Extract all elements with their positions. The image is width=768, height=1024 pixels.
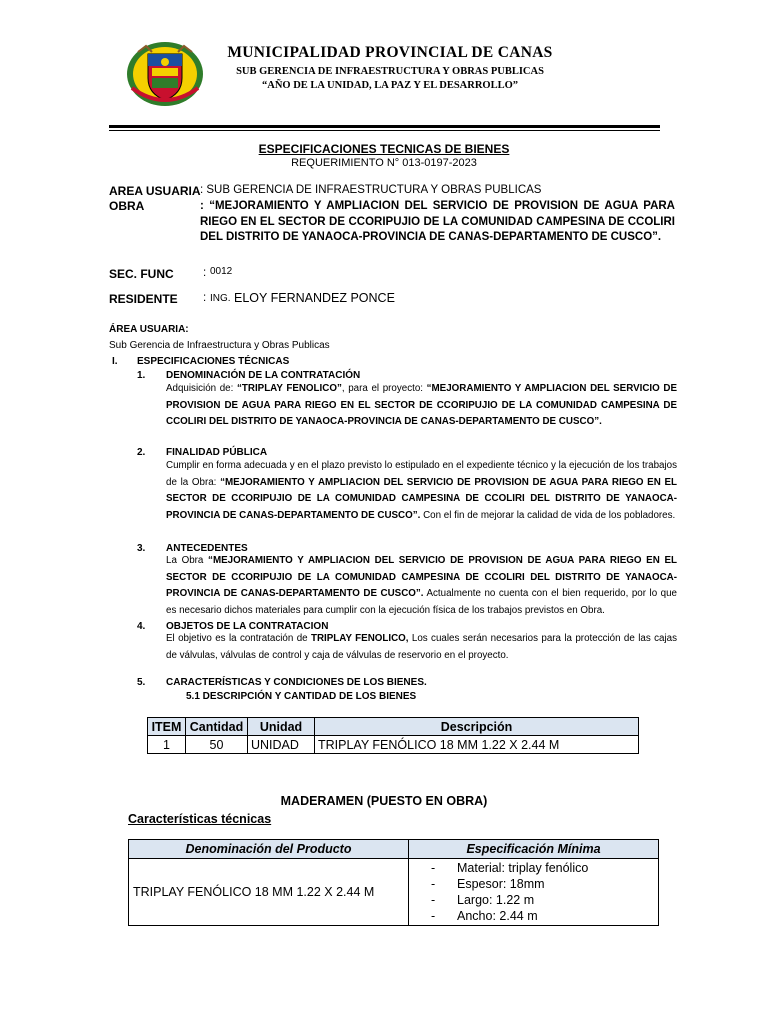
item-2-number: 2.: [137, 447, 146, 458]
item-2-title: FINALIDAD PÚBLICA: [166, 447, 268, 458]
sec-func-label: SEC. FUNC: [109, 267, 174, 281]
item-1-title: DENOMINACIÓN DE LA CONTRATACIÓN: [166, 370, 361, 381]
residente-name: ELOY FERNANDEZ PONCE: [234, 291, 395, 305]
col-cantidad-header: Cantidad: [186, 718, 248, 736]
sub-management-title: SUB GERENCIA DE INFRAESTRUCTURA Y OBRAS PUBLICAS: [236, 66, 544, 77]
item-3-number: 3.: [137, 543, 146, 554]
list-item: - Largo: 1.22 m: [431, 893, 535, 907]
year-motto: “AÑO DE LA UNIDAD, LA PAZ Y EL DESARROLLO”: [261, 80, 519, 91]
item-4-paragraph: El objetivo es la contratación de TRIPLAY FENOLICO, Los cuales serán necesarios para la protección de las cajas de válvulas, válvulas de control y caja de válvulas de reservorio en el proyecto.: [166, 633, 677, 661]
obra-value: : “MEJORAMIENTO Y AMPLIACION DEL SERVICIO DE PROVISION DE AGUA PARA RIEGO EN EL SECTOR DE CCORIPUJIO DE LA COMUNIDAD CAMPESINA DE CCOLIRI DEL DISTRITO DE YANAOCA-PROVINCIA DE CANAS-DEPARTAMENTO DE CUSCO”.: [200, 200, 675, 243]
spec-list: [409, 859, 658, 925]
sec-func-value: 0012: [210, 266, 233, 277]
residente-label: RESIDENTE: [109, 292, 178, 306]
requirement-number: REQUERIMIENTO N° 013-0197-2023: [291, 157, 477, 169]
item-4-number: 4.: [137, 621, 146, 632]
col-especificacion-header: Especificación Mínima: [409, 840, 659, 859]
municipal-coat-of-arms-icon: [124, 38, 206, 108]
table-header-row: [129, 840, 659, 859]
item-5-title: CARACTERÍSTICAS Y CONDICIONES DE LOS BIENES.: [166, 677, 427, 688]
item-3-paragraph: La Obra “MEJORAMIENTO Y AMPLIACION DEL SERVICIO DE PROVISION DE AGUA PARA RIEGO EN EL SECTOR DE CCORIPUJIO DE LA COMUNIDAD CAMPESINA DE CCOLIRI DEL DISTRITO DE YANAOCA-PROVINCIA DE CANAS-DEPARTAMENTO DE CUSCO”. Actualmente no cuenta con el bien requerido, por lo que es necesario dichos materiales para cumplir con la ejecución física de los trabajos previstos en Obra.: [166, 555, 677, 616]
header-divider-thick: [109, 125, 660, 128]
cell-cantidad: 50: [186, 736, 248, 754]
item-1-paragraph: Adquisición de: “TRIPLAY FENOLICO”, para el proyecto: “MEJORAMIENTO Y AMPLIACION DEL SERVICIO DE PROVISION DE AGUA PARA RIEGO EN EL SECTOR DE CCORIPUJIO DE LA COMUNIDAD CAMPESINA DE CCOLIRI DEL DISTRITO DE YANAOCA-PROVINCIA DE CANAS-DEPARTAMENTO DE CUSCO”.: [166, 383, 678, 427]
sec-func-colon: :: [203, 267, 207, 279]
item-2-paragraph: Cumplir en forma adecuada y en el plazo previsto lo estipulado en el expediente técnico y la ejecución de los trabajos de la Obra: “MEJORAMIENTO Y AMPLIACION DEL SERVICIO DE PROVISION DE AGUA PARA RIEGO EN EL SECTOR DE CCORIPUJIO DE LA COMUNIDAD CAMPESINA DE CCOLIRI DEL DISTRITO DE YANAOCA-PROVINCIA DE CANAS-DEPARTAMENTO DE CUSCO”. Con el fin de mejorar la calidad de vida de los pobladores.: [166, 460, 677, 521]
caracteristicas-heading: Características técnicas: [128, 812, 272, 826]
table-header-row: [148, 718, 639, 736]
section-1-number: I.: [112, 356, 118, 367]
document-title: ESPECIFICACIONES TECNICAS DE BIENES: [258, 142, 510, 156]
item-1-number: 1.: [137, 370, 146, 381]
item-3-title: ANTECEDENTES: [166, 543, 248, 554]
item-4-title: OBJETOS DE LA CONTRATACION: [166, 621, 329, 632]
technical-specs-table: [128, 839, 659, 926]
goods-quantity-table: [147, 717, 639, 754]
item-5-1-title: 5.1 DESCRIPCIÓN Y CANTIDAD DE LOS BIENES: [186, 691, 417, 702]
residente-prefix: ING.: [210, 293, 231, 304]
item-5-number: 5.: [137, 677, 146, 688]
area-usuaria-label: AREA USUARIA: [109, 184, 201, 198]
table-row: [129, 859, 659, 926]
list-item: - Ancho: 2.44 m: [431, 909, 538, 923]
cell-unidad: UNIDAD: [248, 736, 315, 754]
col-producto-header: Denominación del Producto: [129, 840, 409, 859]
maderamen-heading: MADERAMEN (PUESTO EN OBRA): [280, 794, 488, 808]
list-item: - Espesor: 18mm: [431, 877, 545, 891]
header-divider-thin: [109, 130, 660, 131]
cell-item: 1: [148, 736, 186, 754]
cell-descripcion: TRIPLAY FENÓLICO 18 MM 1.22 X 2.44 M: [315, 736, 639, 754]
col-unidad-header: Unidad: [248, 718, 315, 736]
cell-spec-list: [409, 859, 659, 926]
area-usuaria-heading: ÁREA USUARIA:: [109, 324, 189, 335]
area-usuaria-value: : SUB GERENCIA DE INFRAESTRUCTURA Y OBRAS PUBLICAS: [200, 184, 542, 196]
table-row: [148, 736, 639, 754]
obra-label: OBRA: [109, 199, 145, 213]
col-descripcion-header: Descripción: [315, 718, 639, 736]
residente-colon: :: [203, 292, 207, 304]
area-usuaria-text: Sub Gerencia de Infraestructura y Obras Publicas: [109, 340, 330, 351]
col-item-header: ITEM: [148, 718, 186, 736]
cell-product-name: TRIPLAY FENÓLICO 18 MM 1.22 X 2.44 M: [129, 859, 409, 926]
section-1-title: ESPECIFICACIONES TÉCNICAS: [137, 356, 290, 367]
municipality-title: MUNICIPALIDAD PROVINCIAL DE CANAS: [227, 44, 553, 61]
list-item: - Material: triplay fenólico: [431, 861, 589, 875]
